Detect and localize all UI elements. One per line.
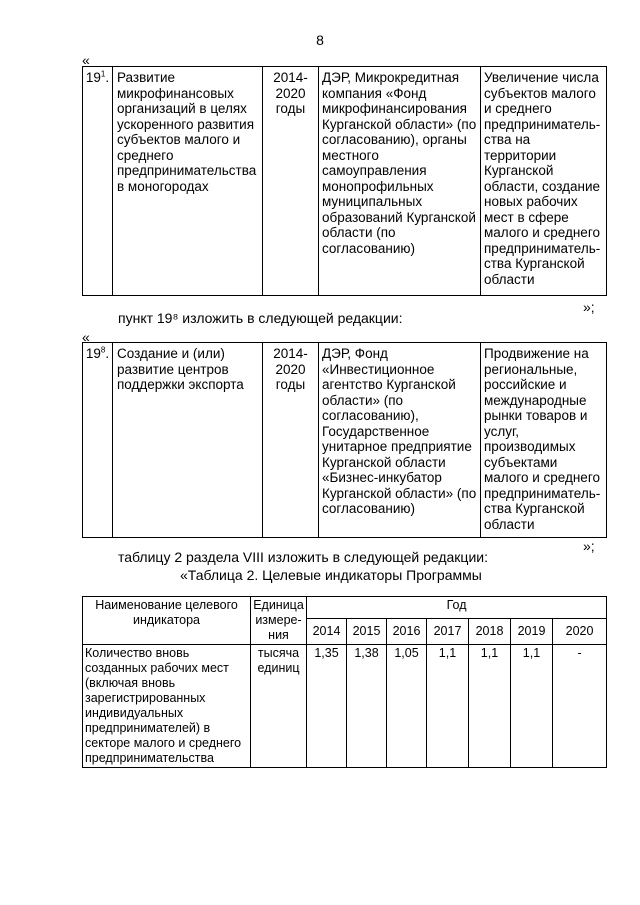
opening-quote: « [82, 52, 90, 68]
year-header: 2019 [511, 619, 553, 645]
year-header: 2016 [387, 619, 427, 645]
year-header: 2014 [307, 619, 347, 645]
indicator-name: Количество вновь созданных рабочих мест (включая вновь зарегистрированных индивидуальных предпринимателей) в секторе малого и среднего предпринимательства [83, 645, 251, 768]
column-header-indicator-name: Наименование целевого индикатора [83, 597, 251, 645]
year-header: 2015 [347, 619, 387, 645]
instruction-paragraph: пункт 19⁸ изложить в следующей редакции: [118, 310, 403, 326]
year-header: 2020 [553, 619, 607, 645]
indicator-value: 1,35 [307, 645, 347, 768]
measure-name: Развитие микрофинансовых организаций в целях ускоренного развития субъектов малого и среднего предпринимательства в моногородах [113, 67, 263, 296]
program-table-item-19-1 [82, 66, 607, 296]
opening-quote: « [82, 329, 90, 345]
year-header: 2018 [469, 619, 511, 645]
implementation-term: 2014- 2020 годы [263, 67, 319, 296]
table-row [83, 343, 607, 538]
implementation-term: 2014- 2020 годы [263, 343, 319, 538]
responsible-executors: ДЭР, Фонд «Инвестиционное агентство Курганской области» (по согласованию), Государственное унитарное предприятие Курганской области «Бизнес-инкубатор Курганской области» (по согласованию) [319, 343, 481, 538]
indicator-value: 1,1 [427, 645, 469, 768]
table-header-row [83, 597, 607, 619]
item-number: $19^8$. [83, 343, 113, 538]
indicator-value: 1,38 [347, 645, 387, 768]
year-header: 2017 [427, 619, 469, 645]
indicator-value: - [553, 645, 607, 768]
indicator-value: 1,1 [469, 645, 511, 768]
indicator-unit: тысяча единиц [251, 645, 307, 768]
responsible-executors: ДЭР, Микрокредитная компания «Фонд микрофинансирования Курганской области» (по согласованию), органы местного самоуправления монопрофильных муниципальных образований Курганской области (по согласованию) [319, 67, 481, 296]
table-row [83, 67, 607, 296]
closing-quote: »; [583, 538, 595, 554]
table-row [83, 645, 607, 768]
page-number: 8 [316, 32, 324, 48]
instruction-paragraph: таблицу 2 раздела VIII изложить в следующей редакции: [118, 549, 488, 565]
target-indicators-table [82, 596, 607, 768]
expected-result: Увеличение числа субъектов малого и среднего предприниматель-ства на территории Курганской области, создание новых рабочих мест в сфере малого и среднего предприниматель-ства Курганской области [481, 67, 607, 296]
program-table-item-19-8 [82, 342, 607, 538]
expected-result: Продвижение на региональные, российские и международные рынки товаров и услуг, производимых субъектами малого и среднего предприниматель-ства Курганской области [481, 343, 607, 538]
indicator-value: 1,1 [511, 645, 553, 768]
closing-quote: »; [583, 299, 595, 315]
table-title: «Таблица 2. Целевые индикаторы Программы [180, 567, 482, 583]
indicator-value: 1,05 [387, 645, 427, 768]
column-header-unit: Единица измере-ния [251, 597, 307, 645]
column-header-year: Год [307, 597, 607, 619]
item-number: $19^1$. [83, 67, 113, 296]
measure-name: Создание и (или) развитие центров поддержки экспорта [113, 343, 263, 538]
